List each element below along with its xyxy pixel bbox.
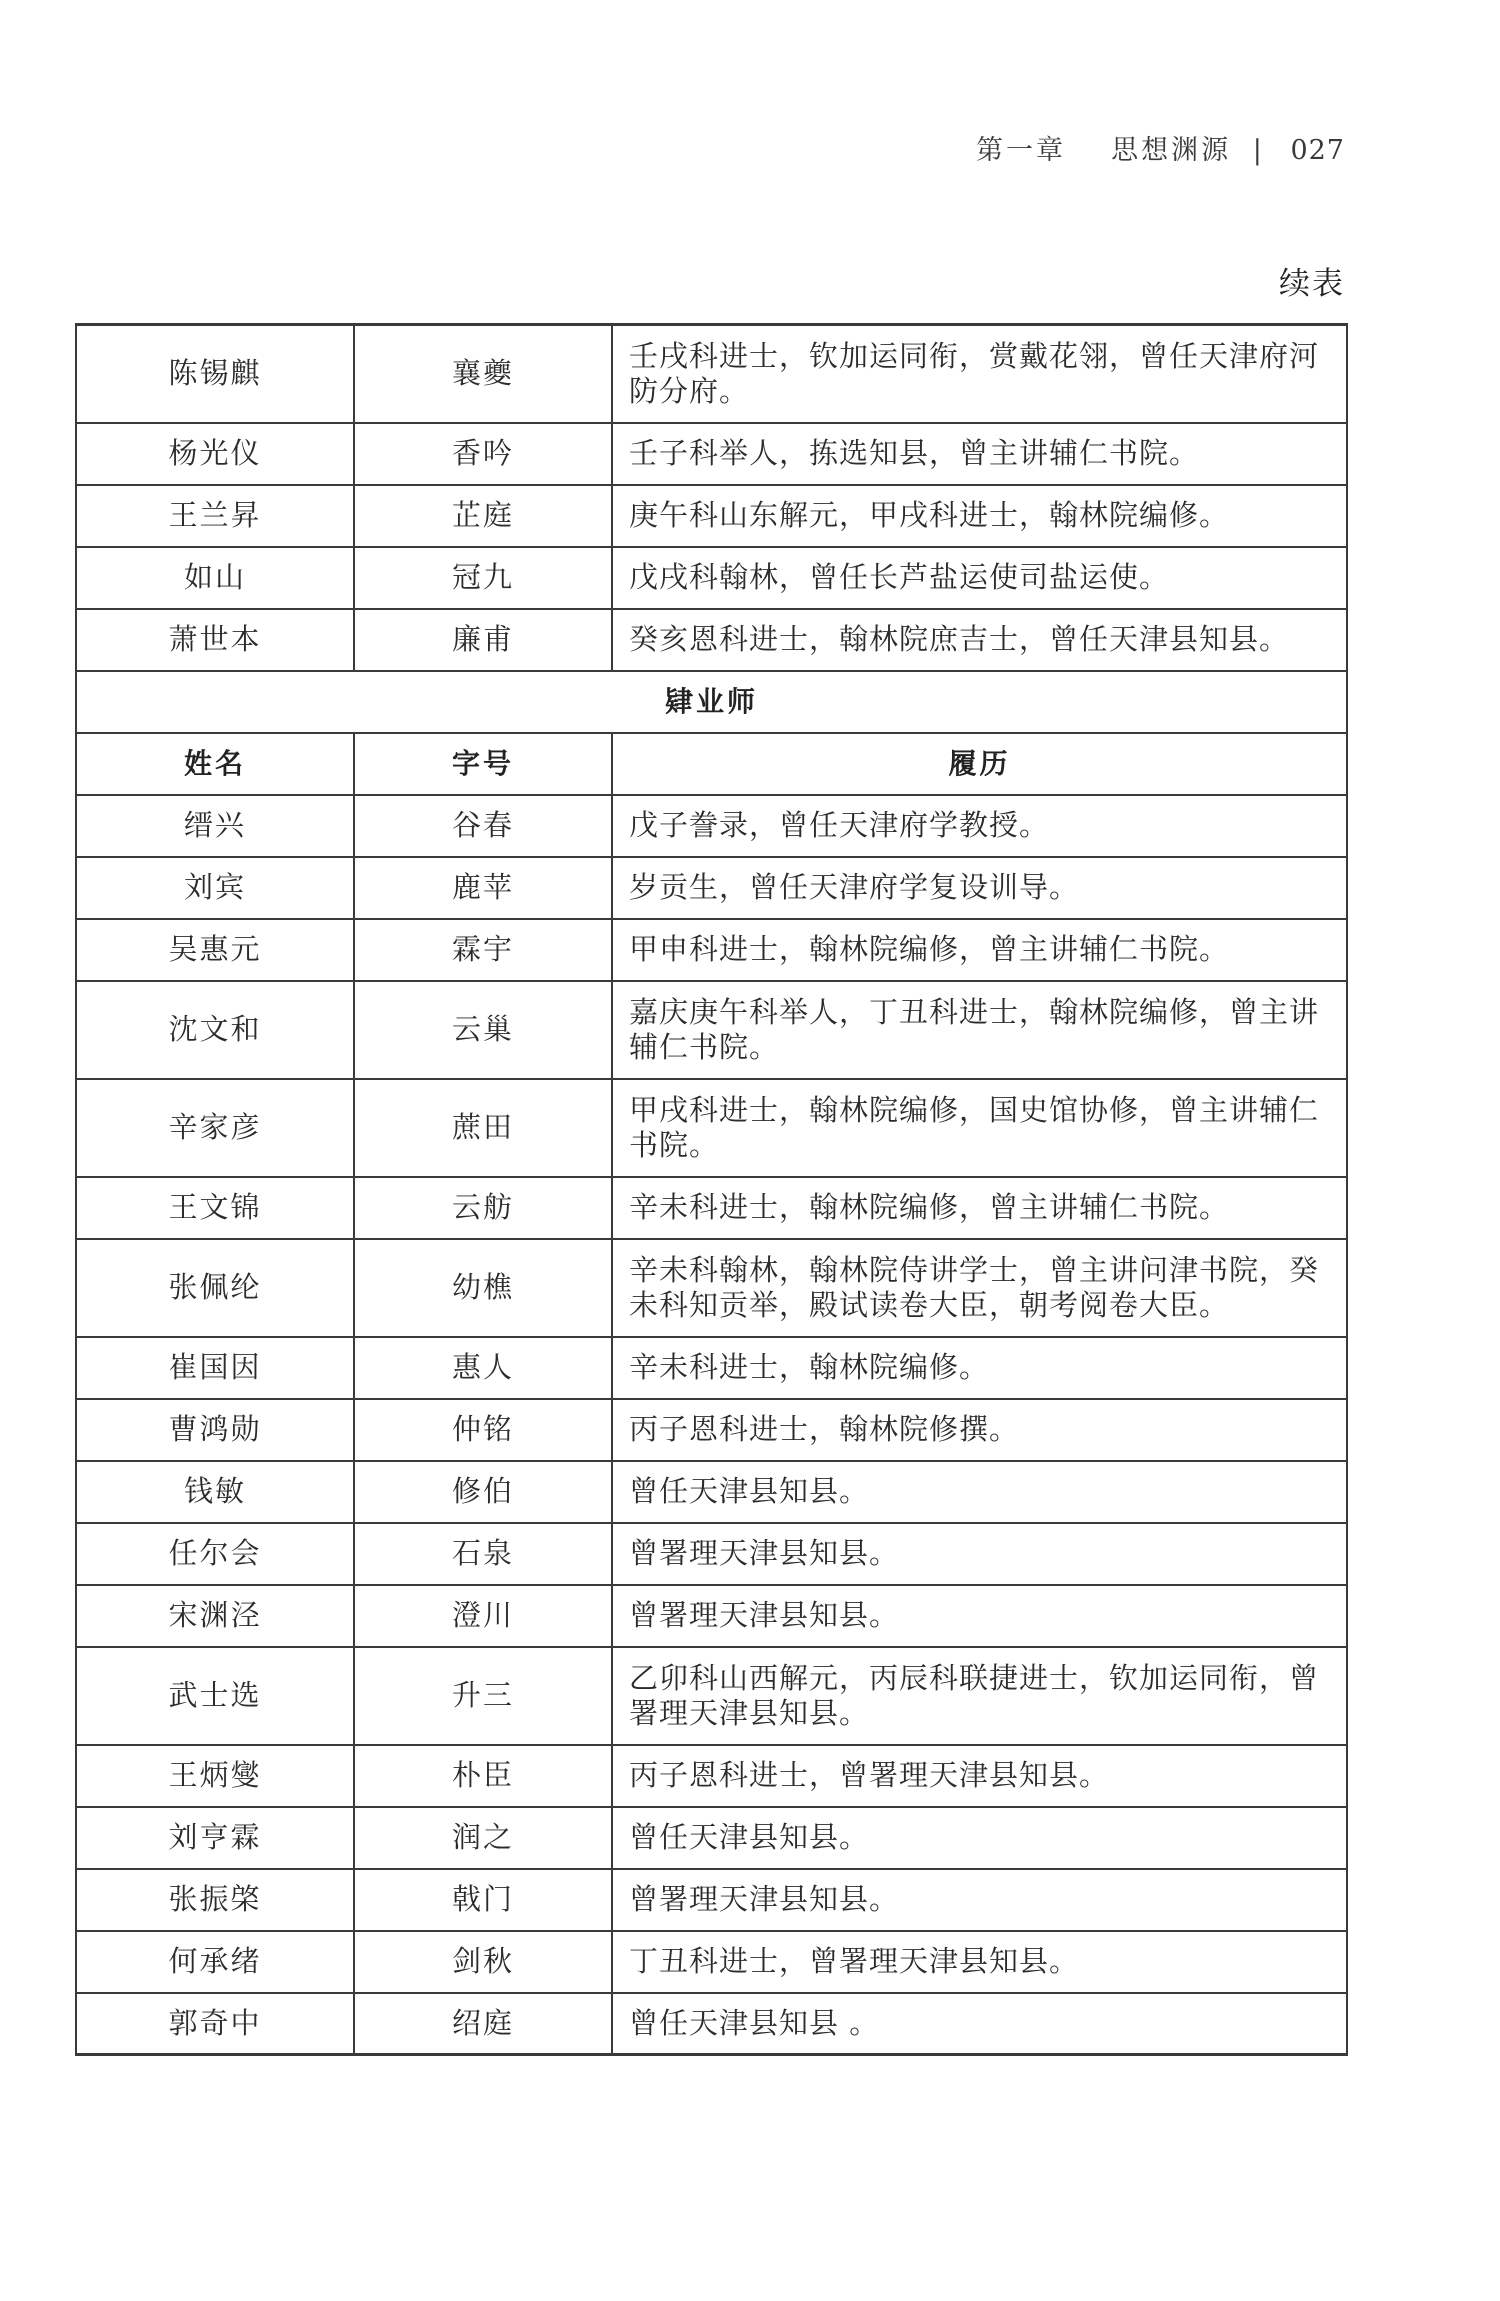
person-name-cell: 辛家彦 [76,1079,354,1177]
person-name-cell: 杨光仪 [76,423,354,485]
biography-cell: 嘉庆庚午科举人，丁丑科进士，翰林院编修，曾主讲辅仁书院。 [612,981,1347,1079]
person-name-cell: 刘宾 [76,857,354,919]
table-row [76,423,1347,485]
person-name-cell: 沈文和 [76,981,354,1079]
biography-cell: 辛未科进士，翰林院编修，曾主讲辅仁书院。 [612,1177,1347,1239]
table-row [76,795,1347,857]
table-row [76,1523,1347,1585]
courtesy-name-cell: 绍庭 [354,1993,612,2055]
biography-cell: 壬戌科进士，钦加运同衔，赏戴花翎，曾任天津府河防分府。 [612,325,1347,423]
person-name-cell: 宋渊泾 [76,1585,354,1647]
biography-cell: 壬子科举人，拣选知县，曾主讲辅仁书院。 [612,423,1347,485]
courtesy-name-cell: 仲铭 [354,1399,612,1461]
person-name-cell: 陈锡麒 [76,325,354,423]
person-name-cell: 张振棨 [76,1869,354,1931]
table-row [76,1239,1347,1337]
table-body [76,325,1347,2055]
courtesy-name-cell: 廉甫 [354,609,612,671]
courtesy-name-cell: 蔗田 [354,1079,612,1177]
courtesy-name-cell: 升三 [354,1647,612,1745]
teacher-table-wrapper [75,323,1346,2056]
biography-cell: 戊子誊录，曾任天津府学教授。 [612,795,1347,857]
page-number: 027 [1290,135,1345,166]
chapter-label: 第一章 [975,135,1066,166]
person-name-cell: 郭奇中 [76,1993,354,2055]
table-row [76,857,1347,919]
person-name-cell: 崔国因 [76,1337,354,1399]
running-header [976,128,1345,167]
table-row [76,1177,1347,1239]
person-name-cell: 曹鸿勋 [76,1399,354,1461]
person-name-cell: 萧世本 [76,609,354,671]
biography-cell: 辛未科翰林，翰林院侍讲学士，曾主讲问津书院，癸未科知贡举，殿试读卷大臣，朝考阅卷大臣。 [612,1239,1347,1337]
table-row [76,547,1347,609]
table-row [76,1585,1347,1647]
courtesy-name-cell: 澄川 [354,1585,612,1647]
table-row [76,1399,1347,1461]
continued-label: 续表 [1279,266,1345,302]
courtesy-name-cell: 香吟 [354,423,612,485]
courtesy-name-cell: 霖宇 [354,919,612,981]
table-row [76,1931,1347,1993]
courtesy-name-cell: 芷庭 [354,485,612,547]
biography-cell: 辛未科进士，翰林院编修。 [612,1337,1347,1399]
section-heading-row [76,671,1347,733]
biography-cell: 曾任天津县知县。 [612,1461,1347,1523]
biography-cell: 乙卯科山西解元，丙辰科联捷进士，钦加运同衔，曾署理天津县知县。 [612,1647,1347,1745]
table-row [76,609,1347,671]
table-row [76,1647,1347,1745]
table-row [76,981,1347,1079]
table-row [76,325,1347,423]
courtesy-name-cell: 云巢 [354,981,612,1079]
person-name-cell: 武士选 [76,1647,354,1745]
biography-cell: 岁贡生，曾任天津府学复设训导。 [612,857,1347,919]
biography-cell: 曾署理天津县知县。 [612,1869,1347,1931]
biography-cell: 曾任天津县知县。 [612,1807,1347,1869]
table-row [76,1869,1347,1931]
person-name-cell: 缙兴 [76,795,354,857]
biography-cell: 丙子恩科进士，翰林院修撰。 [612,1399,1347,1461]
table-row [76,1807,1347,1869]
person-name-cell: 王文锦 [76,1177,354,1239]
table-row [76,1337,1347,1399]
person-name-cell: 何承绪 [76,1931,354,1993]
courtesy-name-cell: 石泉 [354,1523,612,1585]
biography-cell: 甲戌科进士，翰林院编修，国史馆协修，曾主讲辅仁书院。 [612,1079,1347,1177]
biography-cell: 丙子恩科进士，曾署理天津县知县。 [612,1745,1347,1807]
courtesy-name-cell: 剑秋 [354,1931,612,1993]
biography-cell: 甲申科进士，翰林院编修，曾主讲辅仁书院。 [612,919,1347,981]
biography-cell: 癸亥恩科进士，翰林院庶吉士，曾任天津县知县。 [612,609,1347,671]
column-header-biography: 履历 [612,733,1347,795]
courtesy-name-cell: 谷春 [354,795,612,857]
courtesy-name-cell: 襄夔 [354,325,612,423]
person-name-cell: 刘亨霖 [76,1807,354,1869]
courtesy-name-cell: 润之 [354,1807,612,1869]
person-name-cell: 吴惠元 [76,919,354,981]
courtesy-name-cell: 云舫 [354,1177,612,1239]
table-row [76,1993,1347,2055]
person-name-cell: 如山 [76,547,354,609]
person-name-cell: 钱敏 [76,1461,354,1523]
table-row [76,1745,1347,1807]
column-header-name: 姓名 [76,733,354,795]
person-name-cell: 任尔会 [76,1523,354,1585]
biography-cell: 曾署理天津县知县。 [612,1585,1347,1647]
courtesy-name-cell: 幼樵 [354,1239,612,1337]
courtesy-name-cell: 冠九 [354,547,612,609]
courtesy-name-cell: 戟门 [354,1869,612,1931]
biography-cell: 曾署理天津县知县。 [612,1523,1347,1585]
header-separator: | [1252,135,1265,166]
teacher-table [75,323,1348,2056]
table-row [76,1079,1347,1177]
person-name-cell: 王炳燮 [76,1745,354,1807]
courtesy-name-cell: 惠人 [354,1337,612,1399]
person-name-cell: 王兰昇 [76,485,354,547]
column-header-courtesy-name: 字号 [354,733,612,795]
courtesy-name-cell: 朴臣 [354,1745,612,1807]
table-row [76,485,1347,547]
biography-cell: 丁丑科进士，曾署理天津县知县。 [612,1931,1347,1993]
person-name-cell: 张佩纶 [76,1239,354,1337]
column-header-row [76,733,1347,795]
biography-cell: 曾任天津县知县 。 [612,1993,1347,2055]
table-row [76,919,1347,981]
biography-cell: 戊戌科翰林，曾任长芦盐运使司盐运使。 [612,547,1347,609]
section-heading: 肄业师 [76,671,1347,733]
biography-cell: 庚午科山东解元，甲戌科进士，翰林院编修。 [612,485,1347,547]
courtesy-name-cell: 修伯 [354,1461,612,1523]
chapter-title: 思想渊源 [1111,135,1232,166]
table-row [76,1461,1347,1523]
courtesy-name-cell: 鹿苹 [354,857,612,919]
